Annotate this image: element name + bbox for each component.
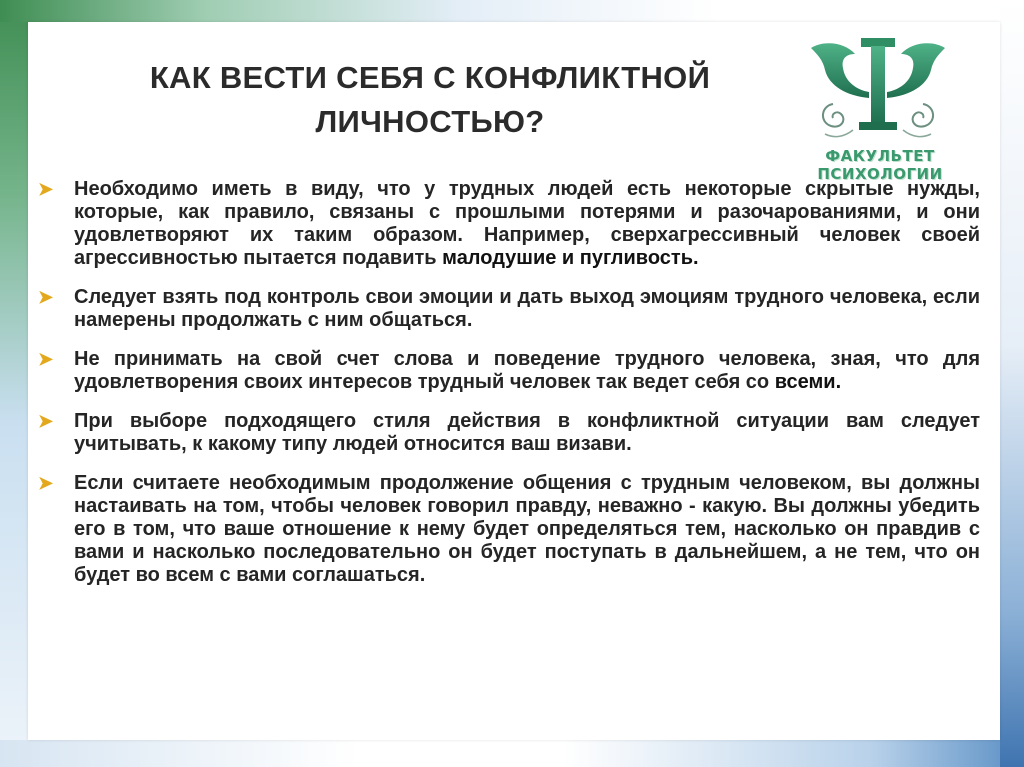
bullet-emphasis: всеми. — [774, 371, 842, 393]
bullet-text: Необходимо иметь в виду, что у трудных людей есть некоторые скрытые нужды, которые, как правило, связаны с прошлыми потерями и разочарованиями, и они удовлетворяют их таким образом. Например, сверхагрессивный человек своей агрессивностью пытается подавить — [74, 178, 980, 269]
arrow-bullet-icon: ➤ — [38, 411, 54, 431]
psi-emblem-icon — [803, 34, 953, 146]
left-gradient-band — [0, 0, 28, 767]
bottom-gradient-band — [0, 740, 1024, 767]
bullet-text: При выборе подходящего стиля действия в конфликтной ситуации вам следует учитывать, к какому типу людей относится ваш визави. — [74, 410, 980, 455]
title-line-1: КАК ВЕСТИ СЕБЯ С КОНФЛИКТНОЙ — [149, 60, 711, 95]
bullet-emphasis: малодушие и пугливость. — [442, 247, 699, 269]
right-gradient-band — [1000, 0, 1024, 767]
list-item — [38, 472, 980, 587]
title-line-2: ЛИЧНОСТЬЮ? — [315, 104, 545, 139]
faculty-logo — [765, 34, 995, 183]
bullet-text: Если считаете необходимым продолжение общения с трудным человеком, вы должны настаивать на том, чтобы человек говорил правду, неважно - какую. Вы должны убедить его в том, что ваше отношение к нему будет определяться тем, насколько он правдив с вами и насколько последовательно он будет поступать в дальнейшем, а не тем, что он будет во всем с вами соглашаться. — [74, 472, 980, 586]
bullet-text: Следует взять под контроль свои эмоции и дать выход эмоциям трудного человека, если намерены продолжать с ним общаться. — [74, 286, 980, 331]
list-item — [38, 348, 980, 394]
arrow-bullet-icon: ➤ — [38, 473, 54, 493]
slide-title — [120, 56, 740, 144]
arrow-bullet-icon: ➤ — [38, 287, 54, 307]
list-item — [38, 410, 980, 456]
bullet-list — [38, 178, 980, 603]
logo-caption: ФАКУЛЬТЕТ ПСИХОЛОГИИ — [817, 147, 943, 183]
list-item — [38, 178, 980, 270]
top-gradient-band — [0, 0, 1024, 22]
list-item — [38, 286, 980, 332]
arrow-bullet-icon: ➤ — [38, 179, 54, 199]
arrow-bullet-icon: ➤ — [38, 349, 54, 369]
bullet-text: Не принимать на свой счет слова и поведение трудного человека, зная, что для удовлетворения своих интересов трудный человек так ведет себя со — [74, 348, 980, 393]
